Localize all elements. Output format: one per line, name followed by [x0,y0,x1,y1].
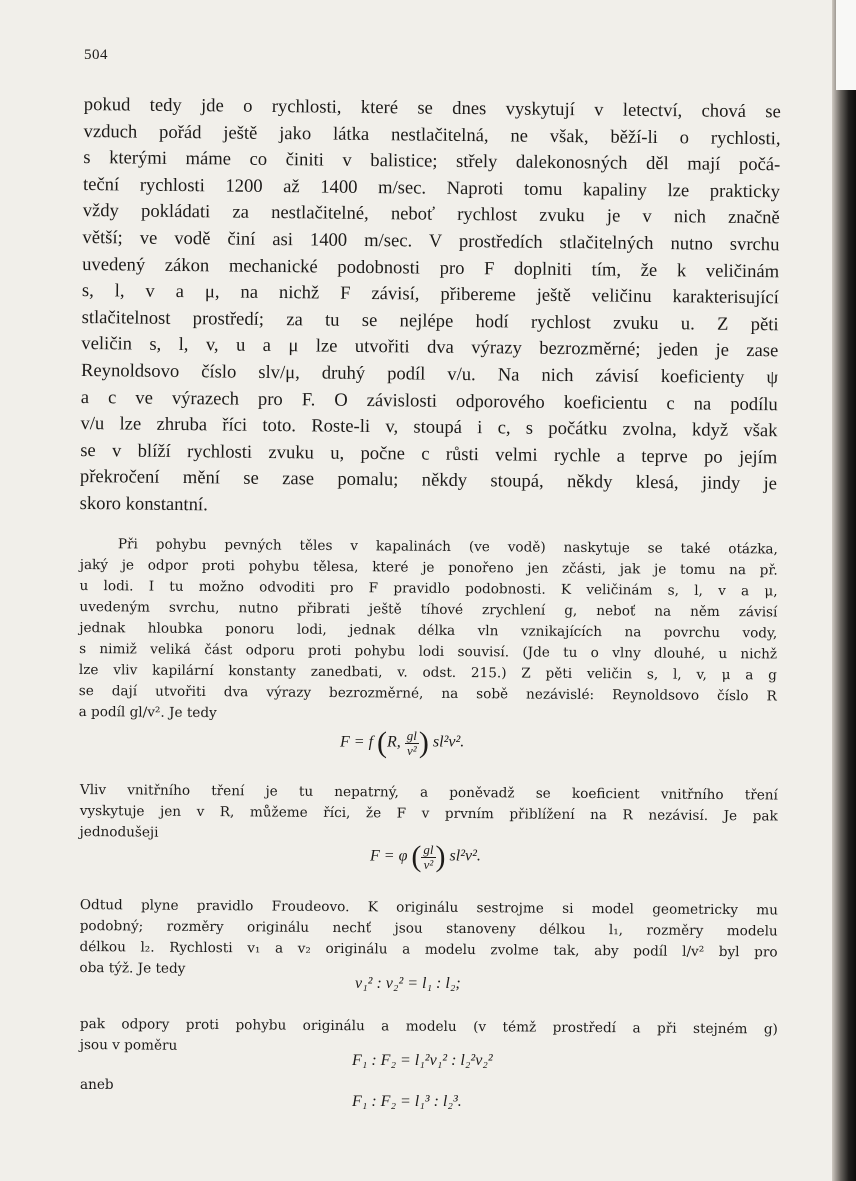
text-line: jaký je odpor proti pohybu tělesa, které je ponořeno jen zčásti, jak je tomu na př. [79,556,778,579]
word-aneb: aneb [80,1077,114,1093]
left-paren: ( [377,726,388,759]
text-line: podobný; rozměry originálu nechť jsou stanoveny délkou l₁, rozměry modelu [79,917,778,940]
text-line: jednak hloubka ponoru lodi, jednak délka vln vznikajících na povrchu vody, [79,619,778,642]
text-line: oba týž. Je tedy [79,959,186,977]
small-print-block-3 [79,895,778,984]
equation-5: F₁ : F₂ = l₁³ : l₂³. [352,1093,462,1110]
fraction-denominator: v² [423,856,434,872]
text-line: pak odpory proti pohybu originálu a modelu (v témž prostředí a při stejném g) [79,1015,778,1038]
small-print-block-2 [80,780,778,848]
text-line: veličin s, l, v, u a μ lze utvořiti dva výrazy bezrozměrné; jeden je zase [81,333,779,362]
text-line: Při pohybu pevných těles v kapalinách (ve vodě) naskytuje se také otázka, [117,536,778,558]
book-spine-shadow [832,0,856,1181]
text-line: překročení mění se zase pomalu; někdy stoupá, někdy klesá, jindy je [79,466,778,495]
text-line: v/u lze zhruba říci toto. Roste-li v, stoupá i c, s počátku zvolna, když však [80,413,778,442]
right-paren: ) [418,726,429,759]
small-print-block [79,534,778,728]
fraction [421,843,435,872]
equation-2 [370,842,481,872]
text-line: s nimiž veliká část odporu proti pohybu lodi souvisí. (Jde tu o vlny dlouhé, u nichž [79,640,778,663]
text-line: Odtud plyne pravidlo Froudeovo. K originálu sestrojme si model geometricky mu [79,896,778,919]
text-line: jednodušeji [79,823,159,841]
eq1-lhs: F = f [340,733,374,751]
book-corner [836,0,856,90]
text-line: Reynoldsovo číslo slv/μ, druhý podíl v/u. Na nich závisí koeficienty ψ [80,359,779,389]
text-line: stlačitelnost prostředí; za tu se nejlépe hodí rychlost zvuku u. Z pěti [81,306,779,336]
text-line: uvedený zákon mechanické podobnosti pro F doplniti tím, že k veličinám [82,253,780,282]
eq1-rhs: sl²v². [432,733,465,751]
eq1-r: R, [387,733,401,751]
fraction-numerator: gl [406,727,417,743]
right-paren: ) [435,840,446,873]
text-line: teční rychlosti 1200 až 1400 m/sec. Naproti tomu kapaliny lze prakticky [82,173,781,203]
text-line: a c ve výrazech pro F. O závislosti odporového koeficientu c na podílu [80,386,778,415]
text-line: vzduch pořád ještě jako látka nestlačitelná, ne však, běží-li o rychlosti, [83,120,781,149]
text-line: pokud tedy jde o rychlosti, které se dnes vyskytují v letectví, chová se [83,93,781,123]
equation-4: F₁ : F₂ = l₁²v₁² : l₂²v₂² [352,1052,493,1069]
text-line: se dají utvořiti dva výrazy bezrozměrné, na sobě nezávislé: Reynoldsovo číslo R [78,682,777,705]
text-line: lze vliv kapilární konstanty zanedbati, v. odst. 215.) Z pěti veličin s, l, v, μ a g [78,661,777,684]
text-line: s, l, v a μ, na nichž F závisí, přibereme ještě veličinu karakterisující [81,280,779,309]
text-line: se v blíží rychlosti zvuku u, počne c růsti velmi rychle a teprve po jejím [80,439,778,468]
text-line: vždy pokládati za nestlačitelné, neboť rychlost zvuku je v nich značně [82,200,780,229]
left-paren: ( [411,840,422,873]
text-line: Vliv vnitřního tření je tu nepatrný, a poněvadž se koeficient vnitřního tření [79,781,778,804]
main-paragraph [80,92,781,525]
equation-3: v₁² : v₂² = l₁ : l₂; [355,975,461,992]
page-number: 504 [84,47,108,63]
text-line: délkou l₂. Rychlosti v₁ a v₂ originálu a modelu zvolme tak, aby podíl l/v² byl pro [79,938,778,961]
text-line: vyskytuje jen v R, můžeme říci, že F v prvním přiblížení na R nezávisí. Je pak [79,802,778,825]
text-line: u lodi. I tu možno odvoditi pro F pravidlo podobnosti. K veličinám s, l, v a μ, [79,577,778,600]
fraction-denominator: v² [407,742,417,758]
text-line: a podíl gl/v². Je tedy [78,703,217,722]
eq2-rhs: sl²v². [449,847,481,865]
eq2-lhs: F = φ [370,847,408,865]
fraction-numerator: gl [423,841,434,857]
equation-1 [340,728,464,758]
text-line: skoro konstantní. [79,492,208,516]
text-line: jsou v poměru [79,1036,178,1054]
text-line: větší; ve vodě činí asi 1400 m/sec. V prostředích stlačitelných nutno svrchu [82,226,780,256]
fraction [405,729,419,758]
text-line: s kterými máme co činiti v balistice; střely dalekonosných děl mají počá- [83,147,781,176]
text-line: uvedeným svrchu, nutno přibrati ještě tíhové zrychlení g, neboť na něm závisí [79,598,778,621]
